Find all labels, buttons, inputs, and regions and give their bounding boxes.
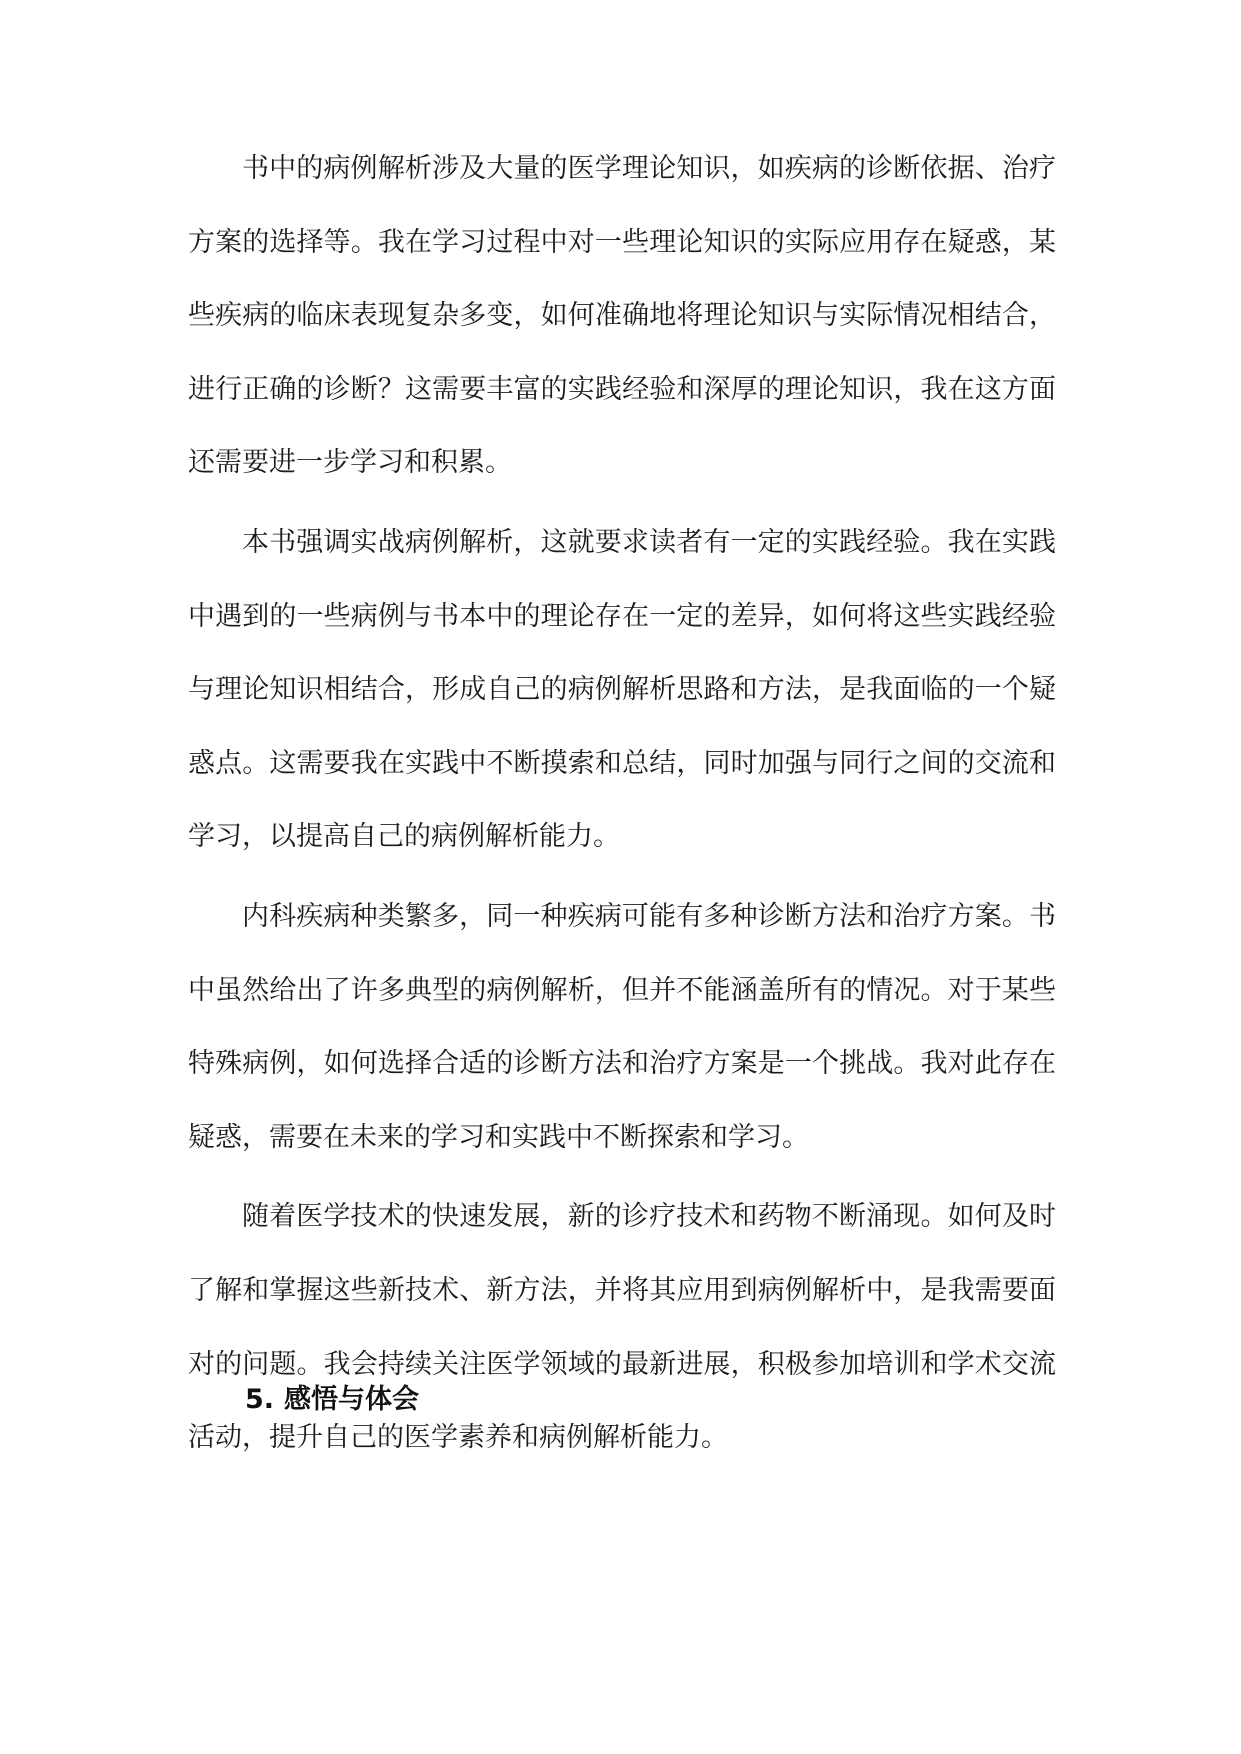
section-heading-number: 5.	[245, 1384, 275, 1415]
paragraph-1: 书中的病例解析涉及大量的医学理论知识，如疾病的诊断依据、治疗方案的选择等。我在学习过程中对一些理论知识的实际应用存在疑惑，某些疾病的临床表现复杂多变，如何准确地将理论知识与实际情况相结合，进行正确的诊断？这需要丰富的实践经验和深厚的理论知识，我在这方面还需要进一步学习和积累。	[188, 153, 1056, 479]
section-heading-title: 感悟与体会	[284, 1384, 420, 1415]
paragraph-4: 随着医学技术的快速发展，新的诊疗技术和药物不断涌现。如何及时了解和掌握这些新技术、新方法，并将其应用到病例解析中，是我需要面对的问题。我会持续关注医学领域的最新进展，积极参加培训和学术交流活动，提升自己的医学素养和病例解析能力。	[188, 1201, 1056, 1454]
section-heading	[245, 1380, 419, 1420]
paragraph-2: 本书强调实战病例解析，这就要求读者有一定的实践经验。我在实践中遇到的一些病例与书本中的理论存在一定的差异，如何将这些实践经验与理论知识相结合，形成自己的病例解析思路和方法，是我面临的一个疑惑点。这需要我在实践中不断摸索和总结，同时加强与同行之间的交流和学习，以提高自己的病例解析能力。	[188, 526, 1056, 853]
document-body	[188, 132, 1056, 1481]
paragraph-3: 内科疾病种类繁多，同一种疾病可能有多种诊断方法和治疗方案。书中虽然给出了许多典型的病例解析，但并不能涵盖所有的情况。对于某些特殊病例，如何选择合适的诊断方法和治疗方案是一个挑战。我对此存在疑惑，需要在未来的学习和实践中不断探索和学习。	[188, 900, 1056, 1153]
